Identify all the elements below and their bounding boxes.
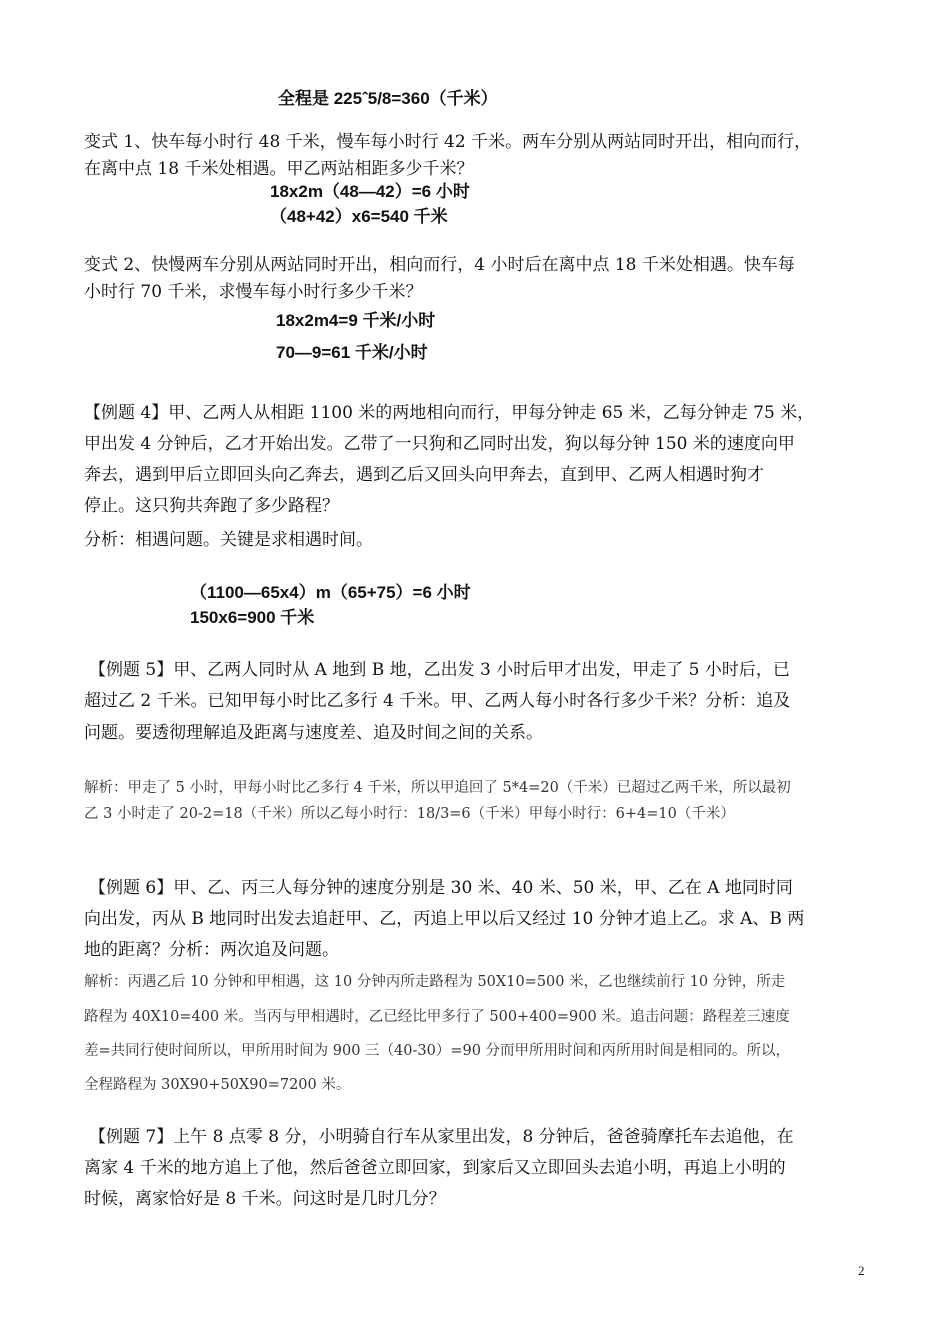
text-line-l07: 小时行 70 千米，求慢车每小时行多少千米？ [84,282,423,302]
text-line-l14: 分析：相遇问题。关键是求相遇时间。 [84,530,373,550]
text-line-l30: 离家 4 千米的地方追上了他，然后爸爸立即回家，到家后又立即回头去追小明，再追上小明的 [84,1158,786,1178]
text-line-l24: 地的距离？分析：两次追及问题。 [84,940,339,960]
text-line-l12: 奔去，遇到甲后立即回头向乙奔去，遇到乙后又回头向甲奔去，直到甲、乙两人相遇时狗才 [84,465,764,485]
text-line-l05: （48+42）x6=540 千米 [270,207,448,226]
text-line-l28: 全程路程为 30X90+50X90=7200 米。 [84,1077,351,1093]
text-line-l11: 甲出发 4 分钟后，乙才开始出发。乙带了一只狗和乙同时出发，狗以每分钟 150 米的速度向甲 [84,434,795,454]
text-line-l10: 【例题 4】甲、乙两人从相距 1100 米的两地相向而行，甲每分钟走 65 米，乙每分钟走 75 米， [84,403,815,423]
text-line-l31: 时候，离家恰好是 8 千米。问这时是几时几分？ [84,1189,446,1209]
text-line-l21: 乙 3 小时走了 20-2=18（千米）所以乙每小时行：18/3=6（千米）甲每小时行：6+4=10（千米） [84,806,735,822]
text-line-l29: 【例题 7】上午 8 点零 8 分，小明骑自行车从家里出发，8 分钟后，爸爸骑摩托车去追他，在 [89,1127,794,1147]
text-line-l17: 【例题 5】甲、乙两人同时从 A 地到 B 地，乙出发 3 小时后甲才出发，甲走了 5 小时后，已 [89,660,790,680]
text-line-l09: 70—9=61 千米/小时 [276,343,428,362]
text-line-l26: 路程为 40X10=400 米。当丙与甲相遇时，乙已经比甲多行了 500+400=900 米。追击问题：路程差三速度 [84,1009,790,1025]
text-line-l06: 变式 2、快慢两车分别从两站同时开出，相向而行，4 小时后在离中点 18 千米处相遇。快车每 [84,255,795,275]
text-line-l08: 18x2m4=9 千米/小时 [276,311,436,330]
text-line-l23: 向出发，丙从 B 地同时出发去追赶甲、乙，丙追上甲以后又经过 10 分钟才追上乙。求 A、B 两 [84,909,805,929]
text-line-l16: 150x6=900 千米 [190,608,315,627]
page-number: 2 [858,1263,865,1278]
text-line-l18: 超过乙 2 千米。已知甲每小时比乙多行 4 千米。甲、乙两人每小时各行多少千米？分析：追及 [84,691,791,711]
text-line-l20: 解析：甲走了 5 小时，甲每小时比乙多行 4 千米，所以甲追回了 5*4=20（千米）已超过乙两千米，所以最初 [84,780,791,796]
text-line-l04: 18x2m（48—42）=6 小时 [270,182,470,201]
text-line-l27: 差=共同行使时间所以，甲所用时间为 900 三（40-30）=90 分而甲所用时间和丙所用时间是相同的。所以， [84,1043,791,1059]
text-line-l25: 解析：丙遇乙后 10 分钟和甲相遇，这 10 分钟丙所走路程为 50X10=500 米，乙也继续前行 10 分钟，所走 [84,974,786,990]
text-line-l01: 全程是 225ˆ5/8=360（千米） [278,89,498,108]
text-line-l03: 在离中点 18 千米处相遇。甲乙两站相距多少千米？ [84,159,474,179]
text-line-l13: 停止。这只狗共奔跑了多少路程？ [84,496,339,516]
text-line-l15: （1100—65x4）m（65+75）=6 小时 [190,583,471,602]
text-line-l02: 变式 1、快车每小时行 48 千米，慢车每小时行 42 千米。两车分别从两站同时开出，相向而行， [84,132,812,152]
text-line-l19: 问题。要透彻理解追及距离与速度差、追及时间之间的关系。 [84,723,543,743]
text-line-l22: 【例题 6】甲、乙、丙三人每分钟的速度分别是 30 米、40 米、50 米，甲、乙在 A 地同时同 [89,878,793,898]
